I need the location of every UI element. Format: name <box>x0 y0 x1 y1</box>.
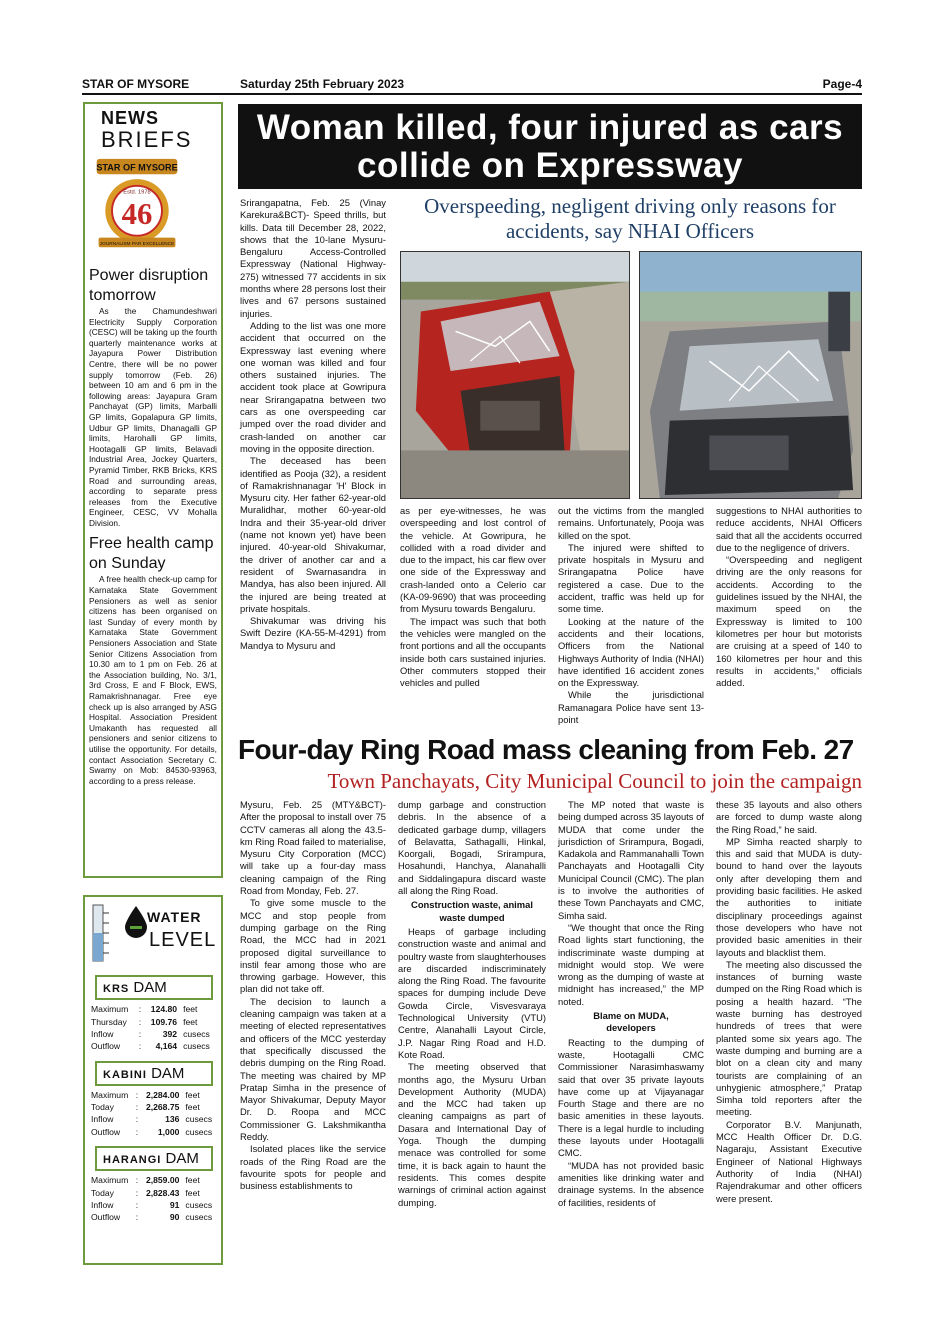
row-colon: : <box>135 1175 139 1186</box>
dam-row <box>89 1174 217 1186</box>
paragraph: dump garbage and construction debris. In the absence of a dedicated garbage dump, villagers of Belavatta, Sathagalli, Hinkal, Koorgali, Bogadi, Srirampura, Hosahundi, Hanchya, Alanahalli and Siddalingapura discard waste all along the Ring Road. <box>398 799 546 897</box>
dam-row <box>89 1113 217 1125</box>
paragraph: Adding to the list was one more accident that occurred on the Expressway last evening where one woman was killed and four others sustained injuries. The accident took place at Gowripura near Srirangapatna between two cars as one overspeeding car jumped over the road divider and crash-landed on another car moving in the opposite direction. <box>240 319 386 454</box>
paragraph: these 35 layouts and also others are forced to dump waste along the Ring Road,” he said. <box>716 799 862 835</box>
row-label: Inflow <box>91 1028 114 1039</box>
dam-table <box>89 1003 217 1053</box>
dam-row <box>89 1015 217 1027</box>
logo-number: 46 <box>121 197 153 232</box>
ring-road-column-3 <box>558 799 704 1209</box>
paragraph: The meeting observed that months ago, the Mysuru Urban Development Authority (MUDA) and the MCC had taken up cleaning campaigns as part of Dasara and International Day of Yoga. Though the dumping menace was controlled for some time, it is back again to haunt the residents. This comes despite warnings of criminal action against dumping. <box>398 1061 546 1208</box>
masthead <box>82 75 862 93</box>
paragraph: Reacting to the dumping of waste, Hootagalli CMC Commissioner Narasimhaswamy said that over 35 private layouts have come up at Vijayanagar Fourth Stage and there are no basic amenities in these layouts. There is a legal hurdle to including these layouts under Hootagalli CMC. <box>558 1036 704 1159</box>
row-value: 136 <box>165 1114 180 1125</box>
ring-road-subhead: Town Panchayats, City Municipal Council to join the campaign <box>327 769 862 793</box>
paragraph: The decision to launch a cleaning campaign was taken at a meeting of elected representatives and officers of the MCC yesterday that specifically discussed the debris dumping on the Ring Road. The meeting was chaired by MP Pratap Simha in the presence of Mayor Shivakumar, Deputy Mayor Dr. D. Roopa and MCC Commissioner G. Lakshmikantha Reddy. <box>240 995 386 1143</box>
paragraph: To give some muscle to the MCC and stop people from dumping garbage on the Ring Road, the MCC had in 2021 proposed digital surveillance to instil fear among those who are throwing garbage. However, this plan did not take off. <box>240 897 386 995</box>
lead-column-4 <box>716 505 862 689</box>
row-label: Outflow <box>91 1126 121 1137</box>
dam-prefix: KABINI <box>103 1068 147 1081</box>
paragraph: The injured were shifted to private hospitals in Mysuru and Srirangapatna Police have registered a case. Due to the accident, traffic was held up for some time. <box>558 541 704 615</box>
paragraph: Isolated places like the service roads of the Ring Road are the favourite spots for people and business establishments to <box>240 1143 386 1192</box>
row-value: 2,284.00 <box>145 1089 180 1100</box>
row-label: Outflow <box>91 1041 121 1052</box>
row-colon: : <box>135 1187 139 1198</box>
row-colon: : <box>138 1041 142 1052</box>
row-value: 90 <box>169 1212 180 1223</box>
dam-suffix: DAM <box>151 1064 185 1082</box>
water-level-heading <box>85 897 221 967</box>
brief-title: Free health camp on Sunday <box>89 535 214 573</box>
dam-suffix: DAM <box>133 979 167 996</box>
water-level-box <box>83 895 223 1265</box>
paragraph: “Overspeeding and negligent driving are the only reasons for accidents. According to the guidelines issued by the NHAI, the maximum speed on the Expressway is limited to 100 kilometres per hour but motorists are cruising at a speed of 140 to 160 kilometres per hour and this results in accidents,” officials added. <box>716 554 862 689</box>
row-colon: : <box>135 1089 139 1100</box>
logo-estd: Estd. 1978 <box>123 189 151 196</box>
dam-title <box>95 1061 213 1086</box>
dam-table <box>89 1089 217 1139</box>
paragraph: Corporator B.V. Manjunath, MCC Health Officer Dr. D.G. Nagaraju, Assistant Executive Engineer of National Highways Authority of India (NHAI) Rajendrakumar and other officers were present. <box>716 1118 862 1204</box>
paper-name: STAR OF MYSORE <box>82 77 190 91</box>
dam-row <box>89 1101 217 1113</box>
brief-item <box>89 534 217 786</box>
ring-road-column-1 <box>240 799 386 1193</box>
row-label: Maximum <box>91 1175 129 1186</box>
dam-harangi <box>89 1146 217 1224</box>
dam-row <box>89 1028 217 1040</box>
anniversary-logo <box>89 157 185 253</box>
paragraph: MP Simha reacted sharply to this and said that MUDA is duty-bound to hand over the layouts only after developing them and providing basic facilities. He asked the authorities to initiate disciplinary proceedings against those developers who have not provided basic amenities in their layouts and blacklist them. <box>716 835 862 958</box>
lead-subhead: Overspeeding, negligent driving only reasons for accidents, say NHAI Officers <box>424 194 836 243</box>
paragraph: “We thought that once the Ring Road lights start functioning, the indiscriminate waste dumping at midnight would stop. We were wrong as the dumping of waste at midnight has increased,” the MP noted. <box>558 921 704 1007</box>
row-label: Today <box>91 1187 114 1198</box>
paragraph: as per eye-witnesses, he was overspeeding and lost control of the vehicle. At Gowripura, he collided with a road divider and due to the impact, his car flew over one side of the Expressway and crash-landed onto a Celerio car (KA-09-9690) that was proceeding from Mysuru towards Bengaluru. <box>400 505 546 615</box>
row-unit: cusecs <box>185 1199 213 1210</box>
lead-column-3 <box>558 505 704 726</box>
row-unit: cusecs <box>185 1212 213 1223</box>
dam-suffix: DAM <box>165 1150 199 1167</box>
ring-road-headline: Four-day Ring Road mass cleaning from Feb. 27 <box>238 734 854 765</box>
dam-title <box>95 1146 213 1171</box>
row-label: Inflow <box>91 1114 114 1125</box>
lead-column-2 <box>400 505 546 689</box>
logo-band-text: JOURNALISM PAR EXCELLENCE <box>99 241 175 247</box>
news-briefs-heading <box>89 108 217 151</box>
paragraph: suggestions to NHAI authorities to reduce accidents, NHAI Officers said that all the accidents occurred due to the negligence of drivers. <box>716 505 862 553</box>
paragraph: Mysuru, Feb. 25 (MTY&BCT)- After the proposal to install over 75 CCTV cameras all along the 43.5-km Ring Road failed to materialise, Mysuru City Corporation (MCC) will take up a four-day mass cleaning campaign of the Ring Road from Monday, Feb. 27. <box>240 799 386 897</box>
lead-headline-box <box>238 104 862 189</box>
row-colon: : <box>138 1016 142 1027</box>
row-value: 2,859.00 <box>145 1175 180 1186</box>
paragraph: Heaps of garbage including construction waste and animal and poultry waste from slaughterhouses are discarded indiscriminately along the Ring Road. The favourite spaces for dumping include Deve Gowda Circle, Visvesvaraya Technological University (VTU) Centre, Alanahalli Layout Circle, J.P. Nagar Ring Road and H.D. Kote Road. <box>398 925 546 1060</box>
dam-table <box>89 1174 217 1224</box>
dam-row <box>89 1199 217 1211</box>
row-unit: feet <box>185 1187 200 1198</box>
paragraph: “MUDA has not provided basic amenities like drinking water and drainage systems. In the absence of facilities, residents of <box>558 1159 704 1208</box>
dam-row <box>89 1211 217 1223</box>
dam-row <box>89 1040 217 1052</box>
crosshead: Blame on MUDA, developers <box>593 1010 669 1034</box>
paragraph: The MP noted that waste is being dumped across 35 layouts of MUDA that come under the jurisdiction of Srirampura, Bogadi, Kadakola and Rammanahalli Town Panchayats and Hootagalli City Municipal Council (CMC). The plan is to involve the authorities of these Town Panchayats and CMC, Simha said. <box>558 799 704 921</box>
row-unit: feet <box>185 1175 200 1186</box>
brief-title: Power disruption tomorrow <box>89 267 209 304</box>
issue-date: Saturday 25th February 2023 <box>240 77 405 91</box>
paragraph: Looking at the nature of the accidents and their locations, Officers from the National Highways Authority of India (NHAI) have identified 16 accident zones on the Expressway. <box>558 615 704 689</box>
paragraph: While the jurisdictional Ramanagara Police have sent 13-point <box>558 689 704 726</box>
row-colon: : <box>138 1004 142 1015</box>
crash-photo-silver-car <box>639 251 862 499</box>
row-label: Maximum <box>91 1089 129 1100</box>
row-colon: : <box>135 1126 139 1137</box>
ring-road-column-4 <box>716 799 862 1205</box>
dam-prefix: HARANGI <box>103 1154 162 1166</box>
row-unit: feet <box>185 1102 200 1113</box>
dam-row <box>89 1003 217 1015</box>
row-value: 2,828.43 <box>145 1187 180 1198</box>
row-label: Maximum <box>91 1004 129 1015</box>
row-unit: cusecs <box>183 1028 210 1039</box>
row-unit: feet <box>183 1016 198 1027</box>
news-briefs-box <box>83 102 223 878</box>
gauge-icon <box>91 903 113 963</box>
row-value: 1,000 <box>157 1126 180 1137</box>
row-label: Today <box>91 1102 114 1113</box>
paragraph: out the victims from the mangled remains. Unfortunately, Pooja was killed on the spot. <box>558 505 704 541</box>
brief-body: As the Chamundeshwari Electricity Supply Corporation (CESC) will be taking up the fourth quarterly maintenance works at Jayapura Power Distribution Centre, there will be no power supply tomorrow (Feb. 26) between 10 am and 6 pm in the following areas: Jayapura Gram Panchayat (GP) limits, Marballi GP limits, Gopalapura GP limits, Udbur GP limits, Dhanagalli GP limits, Harohalli GP limits, Hootagalli GP limits, Belavadi Industrial Area, Jockey Quarters, Pyramid Timber, RKB Bricks, KRS Road and surrounding areas, according to separate press releases from the Executive Engineer, CESC, VV Mohalla Division. <box>89 306 217 528</box>
row-value: 91 <box>169 1199 180 1210</box>
ring-road-column-2 <box>398 799 546 1209</box>
page-number: Page-4 <box>822 77 862 91</box>
row-colon: : <box>135 1102 139 1113</box>
paragraph: The deceased has been identified as Pooja (32), a resident of Ramakrishnanagar 'H' Block in Mysuru city. Her father 62-year-old Muralidhar, mother 60-year-old Indra and their 35-year-old driver (name not known yet) have been injured. 40-year-old Shivakumar, the driver of another car and a resident of Swarnasandra in Mandya, has also been injured. All the injured are being treated at private hospitals. <box>240 455 386 614</box>
level-label: LEVEL <box>149 929 217 951</box>
row-unit: cusecs <box>183 1041 210 1052</box>
row-unit: feet <box>185 1089 200 1100</box>
row-label: Thursday <box>91 1016 127 1027</box>
row-colon: : <box>135 1212 139 1223</box>
row-value: 4,164 <box>155 1041 178 1052</box>
water-drop-icon <box>123 905 149 939</box>
paragraph: The impact was such that both the vehicles were mangled on the front portions and all the occupants inside both cars sustained injuries. Other commuters stopped their vehicles and pulled <box>400 615 546 689</box>
news-label: NEWS <box>101 108 159 128</box>
dam-row <box>89 1089 217 1101</box>
logo-top-text: STAR OF MYSORE <box>96 162 178 173</box>
paragraph: Shivakumar was driving his Swift Dezire (KA-55-M-4291) from Mandya to Mysuru and <box>240 615 386 651</box>
brief-item <box>89 266 217 528</box>
masthead-rule <box>82 93 862 95</box>
lead-column-1 <box>240 197 386 652</box>
row-value: 124.80 <box>150 1004 178 1015</box>
briefs-label: BRIEFS <box>101 127 193 152</box>
row-label: Outflow <box>91 1212 121 1223</box>
row-colon: : <box>135 1199 139 1210</box>
row-value: 2,268.75 <box>145 1102 180 1113</box>
dam-prefix: KRS <box>103 983 130 995</box>
row-value: 109.76 <box>150 1016 178 1027</box>
paragraph: The meeting also discussed the instances of burning waste dumped on the Ring Road which is posing a health hazard. “The waste burning has destroyed hundreds of trees that were planted some six years ago. The waste dumping and burning are a blot on a clean city and many tourists are complaining of an unhygienic atmosphere,” Pratap Simha told reporters after the meeting. <box>716 958 862 1118</box>
dam-krs <box>89 975 217 1053</box>
row-colon: : <box>135 1114 139 1125</box>
row-unit: cusecs <box>185 1126 213 1137</box>
dam-row <box>89 1186 217 1198</box>
crash-photo-red-car <box>400 251 630 499</box>
dam-title <box>95 975 213 1000</box>
paragraph: Srirangapatna, Feb. 25 (Vinay Karekura&BCT)- Speed thrills, but kills. Data till December 28, 2022, shows that the 10-lane Mysuru-Bengaluru Access-Controlled Expressway (National Highway-275) witnessed 77 accidents in six months where 28 persons lost their lives and 67 persons sustained injuries. <box>240 197 386 319</box>
row-value: 392 <box>162 1028 178 1039</box>
row-label: Inflow <box>91 1199 114 1210</box>
row-colon: : <box>138 1028 142 1039</box>
row-unit: cusecs <box>185 1114 213 1125</box>
dam-row <box>89 1126 217 1138</box>
water-label: WATER <box>147 909 202 925</box>
dam-kabini <box>89 1061 217 1139</box>
lead-headline: Woman killed, four injured as cars collide on Expressway <box>256 108 844 185</box>
crosshead: Construction waste, animal waste dumped <box>411 899 533 923</box>
brief-body: A free health check-up camp for Karnataka State Government Pensioners as well as senior citizens has been organised on last Sunday of every month by Karnataka State Government Pensioners Association and State Senior Citizens Association from 10.30 am to 1 pm on Feb. 26 at the Association building, No. 3/1, 3rd Cross, E and F Block, EWS, Ramakrishnanagar. Free eye check up is also arranged by ASG Hospital. Association President Umakanth has requested all pensioners and senior citizens to utilise the opportunity. For details, contact Association Secretary C. Swamy on Mob: 84530-93963, according to a press release. <box>89 574 217 786</box>
row-unit: feet <box>183 1004 198 1015</box>
